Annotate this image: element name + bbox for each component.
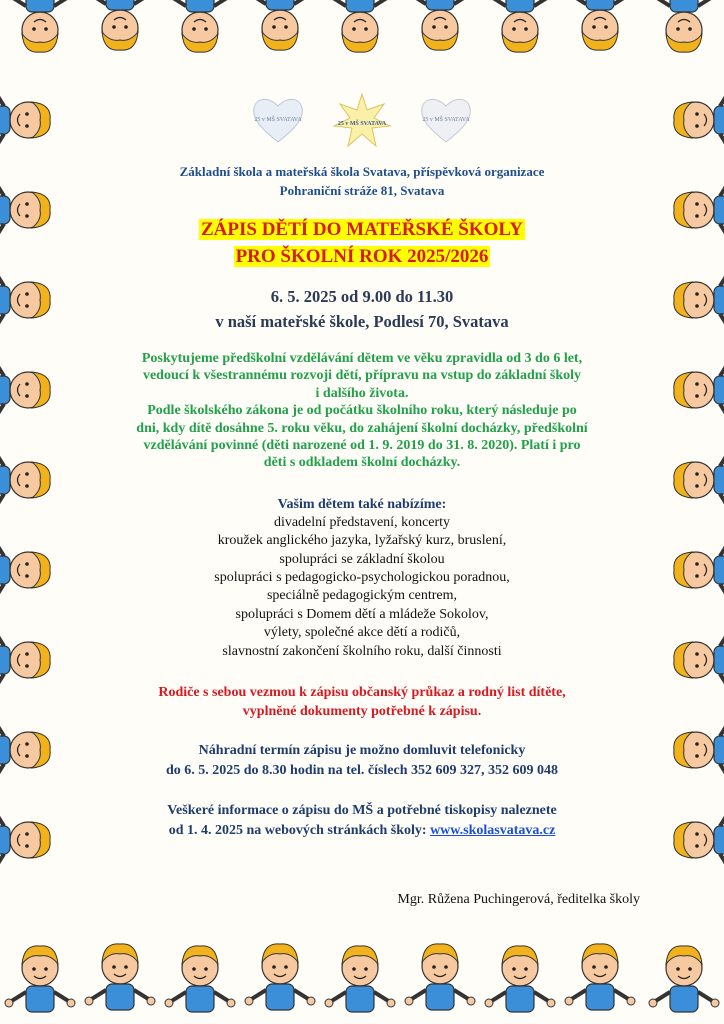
heart-logo-icon <box>418 92 474 146</box>
offer-item: spolupráci se základní školou <box>279 551 445 567</box>
offer-item: slavnostní zakončení školního roku, další činnosti <box>222 643 502 659</box>
offer-list <box>80 514 644 661</box>
logo-text: 25 v MŠ SVATAVA <box>422 117 470 123</box>
alternative-line: Náhradní termín zápisu je možno domluvit telefonicky <box>198 743 526 759</box>
offer-item: divadelní představení, koncerty <box>273 514 451 530</box>
offer-item: spolupráci s pedagogicko-psychologickou poradnou, <box>214 570 510 586</box>
offer-item: výlety, společné akce dětí a rodičů, <box>263 625 461 641</box>
school-header <box>80 162 644 200</box>
documents-notice <box>80 683 644 721</box>
alternative-line: do 6. 5. 2025 do 8.30 hodin na tel. číslech 352 609 327, 352 609 048 <box>165 763 559 779</box>
offer-item: speciálně pedagogickým centrem, <box>266 588 458 604</box>
web-info-notice <box>80 801 644 841</box>
title-line-2: PRO ŠKOLNÍ ROK 2025/2026 <box>235 246 489 267</box>
info-line: dni, kdy dítě dosáhne 5. roku věku, do zahájení školní docházky, předškolní <box>136 420 588 436</box>
logo-text: 25 v MŠ SVATAVA <box>254 117 302 123</box>
info-paragraph <box>80 350 644 472</box>
offer-item: kroužek anglického jazyka, lyžařský kurz, bruslení, <box>217 533 507 549</box>
alternative-date-notice <box>80 741 644 781</box>
logo-text: 25 v MŠ SVATAVA <box>337 121 387 127</box>
info-line: vzdělávání povinné (děti narozené od 1. 9. 2019 do 31. 8. 2020). Platí i pro <box>143 438 581 454</box>
documents-line: vyplněné dokumenty potřebné k zápisu. <box>242 704 482 720</box>
web-info-prefix: od 1. 4. 2025 na webových stránkách školy: <box>168 823 431 839</box>
event-place: v naší mateřské škole, Podlesí 70, Svatava <box>215 312 509 331</box>
offer-item: spolupráci s Domem dětí a mládeže Sokolov, <box>235 606 489 622</box>
info-line: i dalšího života. <box>315 385 409 401</box>
event-details <box>80 284 644 334</box>
web-info-line: Veškeré informace o zápisu do MŠ a potřebné tiskopisy naleznete <box>167 803 557 819</box>
school-website-link[interactable]: www.skolasvatava.cz <box>430 823 556 839</box>
logo-row <box>80 92 644 150</box>
org-address: Pohraniční stráže 81, Svatava <box>279 183 445 198</box>
title-line-1: ZÁPIS DĚTÍ DO MATEŘSKÉ ŠKOLY <box>200 219 524 240</box>
heart-logo-icon <box>250 92 306 146</box>
info-line: Podle školského zákona je od počátku školního roku, který následuje po <box>147 403 577 419</box>
documents-line: Rodiče s sebou vezmou k zápisu občanský průkaz a rodný list dítěte, <box>158 685 566 701</box>
sun-logo-icon <box>330 92 394 150</box>
signature: Mgr. Růžena Puchingerová, ředitelka školy <box>397 892 640 907</box>
flyer-content <box>80 92 644 841</box>
info-line: děti s odkladem školní docházky. <box>263 455 461 471</box>
org-name: Základní škola a mateřská škola Svatava, příspěvková organizace <box>179 164 545 179</box>
offer-heading: Vašim dětem také nabízíme: <box>277 496 447 512</box>
page-title <box>80 216 644 270</box>
event-date-time: 6. 5. 2025 od 9.00 do 11.30 <box>270 287 454 306</box>
info-line: vedoucí k všestrannému rozvoji dětí, přípravu na vstup do základní školy <box>142 368 582 384</box>
info-line: Poskytujeme předškolní vzdělávání dětem ve věku zpravidla od 3 do 6 let, <box>141 351 583 366</box>
